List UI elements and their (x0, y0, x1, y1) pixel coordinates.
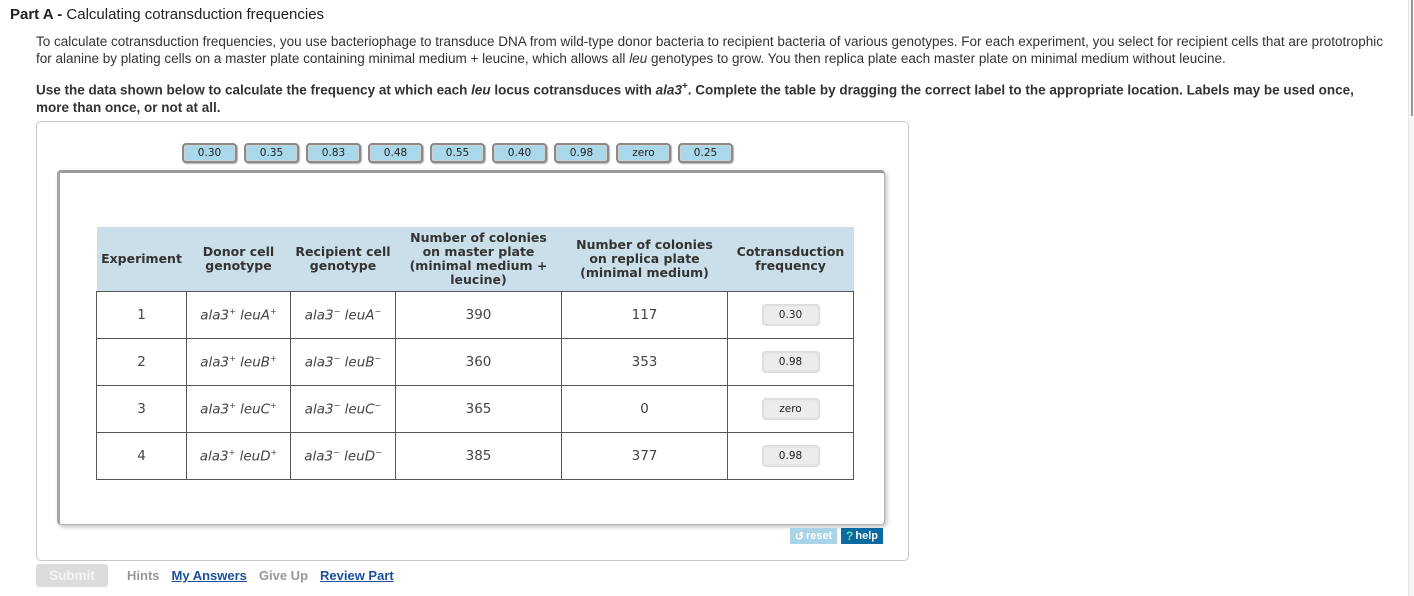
table-row (97, 339, 854, 386)
instruction-sup: + (681, 81, 688, 92)
gene: ala3 (304, 354, 334, 371)
header-experiment: Experiment (97, 227, 187, 292)
drag-drop-panel (36, 121, 909, 561)
gene: leuB (240, 354, 271, 371)
drag-label-0.35[interactable]: 0.35 (244, 143, 299, 163)
recipient-genotype (291, 386, 396, 433)
intro-text-end: genotypes to grow. You then replica plate each master plate on minimal medium without leucine. (647, 51, 1226, 66)
gene: leuC (240, 401, 271, 418)
header-recipient-genotype: Recipient cell genotype (291, 227, 396, 292)
footer-actions (36, 564, 406, 587)
allele: + (229, 400, 236, 410)
drag-label-0.83[interactable]: 0.83 (306, 143, 361, 163)
replica-plate-count: 0 (562, 386, 728, 433)
header-master-plate: Number of colonies on master plate (minimal medium + leucine) (396, 227, 562, 292)
instruction-italic-ala3: ala3 (655, 82, 682, 98)
drag-label-0.25[interactable]: 0.25 (678, 143, 733, 163)
allele: + (228, 447, 236, 457)
reset-label: reset (805, 530, 833, 542)
drop-target-frequency[interactable]: 0.98 (762, 445, 820, 467)
donor-genotype (187, 292, 291, 339)
master-plate-count: 365 (396, 386, 562, 433)
instruction-text-mid: locus cotransduces with (490, 82, 656, 98)
allele: + (270, 306, 277, 316)
allele: − (375, 447, 382, 457)
help-button[interactable] (841, 528, 883, 544)
instruction-text-end: . Complete the table by dragging the correct label to the appropriate location. Labels may be used once, more than once, or not at all. (36, 82, 1354, 115)
intro-paragraph (36, 33, 1386, 67)
intro-italic: leu (629, 51, 648, 66)
gene: leuA (240, 307, 271, 324)
gene: leuC (344, 401, 375, 418)
replica-plate-count: 353 (562, 339, 728, 386)
allele: + (270, 447, 278, 457)
allele: − (333, 353, 341, 363)
experiment-number: 4 (97, 433, 187, 480)
cotransduction-table (96, 227, 854, 480)
gene: leuD (344, 448, 376, 465)
help-label: help (855, 530, 878, 542)
table-header-row (97, 227, 854, 292)
drag-label-0.55[interactable]: 0.55 (430, 143, 485, 163)
frequency-cell (728, 386, 854, 433)
reset-button[interactable] (790, 528, 837, 544)
gene: ala3 (304, 307, 334, 324)
gene: ala3 (304, 448, 334, 465)
master-plate-count: 390 (396, 292, 562, 339)
gene: ala3 (200, 307, 230, 324)
recipient-genotype (291, 292, 396, 339)
submit-button[interactable]: Submit (36, 564, 108, 587)
gene: ala3 (200, 354, 230, 371)
replica-plate-count: 377 (562, 433, 728, 480)
frequency-cell (728, 433, 854, 480)
allele: − (333, 400, 341, 410)
give-up-link[interactable]: Give Up (258, 568, 309, 583)
drag-label-0.30[interactable]: 0.30 (182, 143, 237, 163)
allele: + (270, 400, 277, 410)
gene: ala3 (304, 401, 334, 418)
part-label: Part A - (10, 6, 63, 23)
drag-label-zero[interactable]: zero (616, 143, 671, 163)
replica-plate-count: 117 (562, 292, 728, 339)
drag-label-0.98[interactable]: 0.98 (554, 143, 609, 163)
allele: + (270, 353, 277, 363)
hints-link[interactable]: Hints (127, 568, 160, 583)
drag-label-0.40[interactable]: 0.40 (492, 143, 547, 163)
help-icon: ? (846, 529, 854, 543)
recipient-genotype (291, 339, 396, 386)
master-plate-count: 385 (396, 433, 562, 480)
header-cotransduction-frequency: Cotransduction frequency (728, 227, 854, 292)
allele: − (374, 353, 382, 363)
drop-target-frequency[interactable]: zero (762, 398, 820, 420)
drag-label-0.48[interactable]: 0.48 (368, 143, 423, 163)
allele: + (229, 306, 236, 316)
gene: leuA (344, 307, 375, 324)
gene: leuD (239, 448, 271, 465)
frequency-cell (728, 292, 854, 339)
gene: ala3 (199, 448, 229, 465)
intro-text: To calculate cotransduction frequencies, you use bacteriophage to transduce DNA from wild-type donor bacteria to recipient bacteria of various genotypes. For each experiment, you select for recipient cells that are prototrophic for alanine by plating cells on a master plate containing minimal medium + leucine, which allows all (36, 34, 1383, 66)
drop-target-frequency[interactable]: 0.30 (762, 304, 820, 326)
header-replica-plate: Number of colonies on replica plate (minimal medium) (562, 227, 728, 292)
allele: − (374, 400, 382, 410)
donor-genotype (187, 339, 291, 386)
part-title-text: Calculating cotransduction frequencies (66, 6, 325, 23)
part-title (10, 6, 324, 23)
scrollbar-thumb[interactable] (1411, 0, 1413, 116)
my-answers-link[interactable]: My Answers (171, 568, 247, 583)
experiment-number: 3 (97, 386, 187, 433)
review-part-link[interactable]: Review Part (320, 568, 394, 583)
table-row (97, 386, 854, 433)
experiment-number: 2 (97, 339, 187, 386)
allele: + (229, 353, 236, 363)
master-plate-count: 360 (396, 339, 562, 386)
instruction-italic-leu: leu (471, 82, 491, 98)
instruction-paragraph (36, 78, 1386, 116)
allele: − (333, 447, 340, 457)
table-row (97, 433, 854, 480)
header-donor-genotype: Donor cell genotype (187, 227, 291, 292)
recipient-genotype (291, 433, 396, 480)
table-row (97, 292, 854, 339)
label-bank (182, 143, 733, 163)
gene: leuB (344, 354, 375, 371)
instruction-text: Use the data shown below to calculate the frequency at which each (36, 82, 472, 98)
donor-genotype (187, 386, 291, 433)
frequency-cell (728, 339, 854, 386)
page-scrollbar[interactable] (1408, 0, 1414, 596)
gene: ala3 (200, 401, 230, 418)
drop-target-frequency[interactable]: 0.98 (762, 351, 820, 373)
experiment-number: 1 (97, 292, 187, 339)
allele: − (333, 306, 341, 316)
allele: − (374, 306, 382, 316)
table-canvas (57, 170, 885, 525)
reset-icon: ↺ (794, 530, 804, 543)
donor-genotype (187, 433, 291, 480)
